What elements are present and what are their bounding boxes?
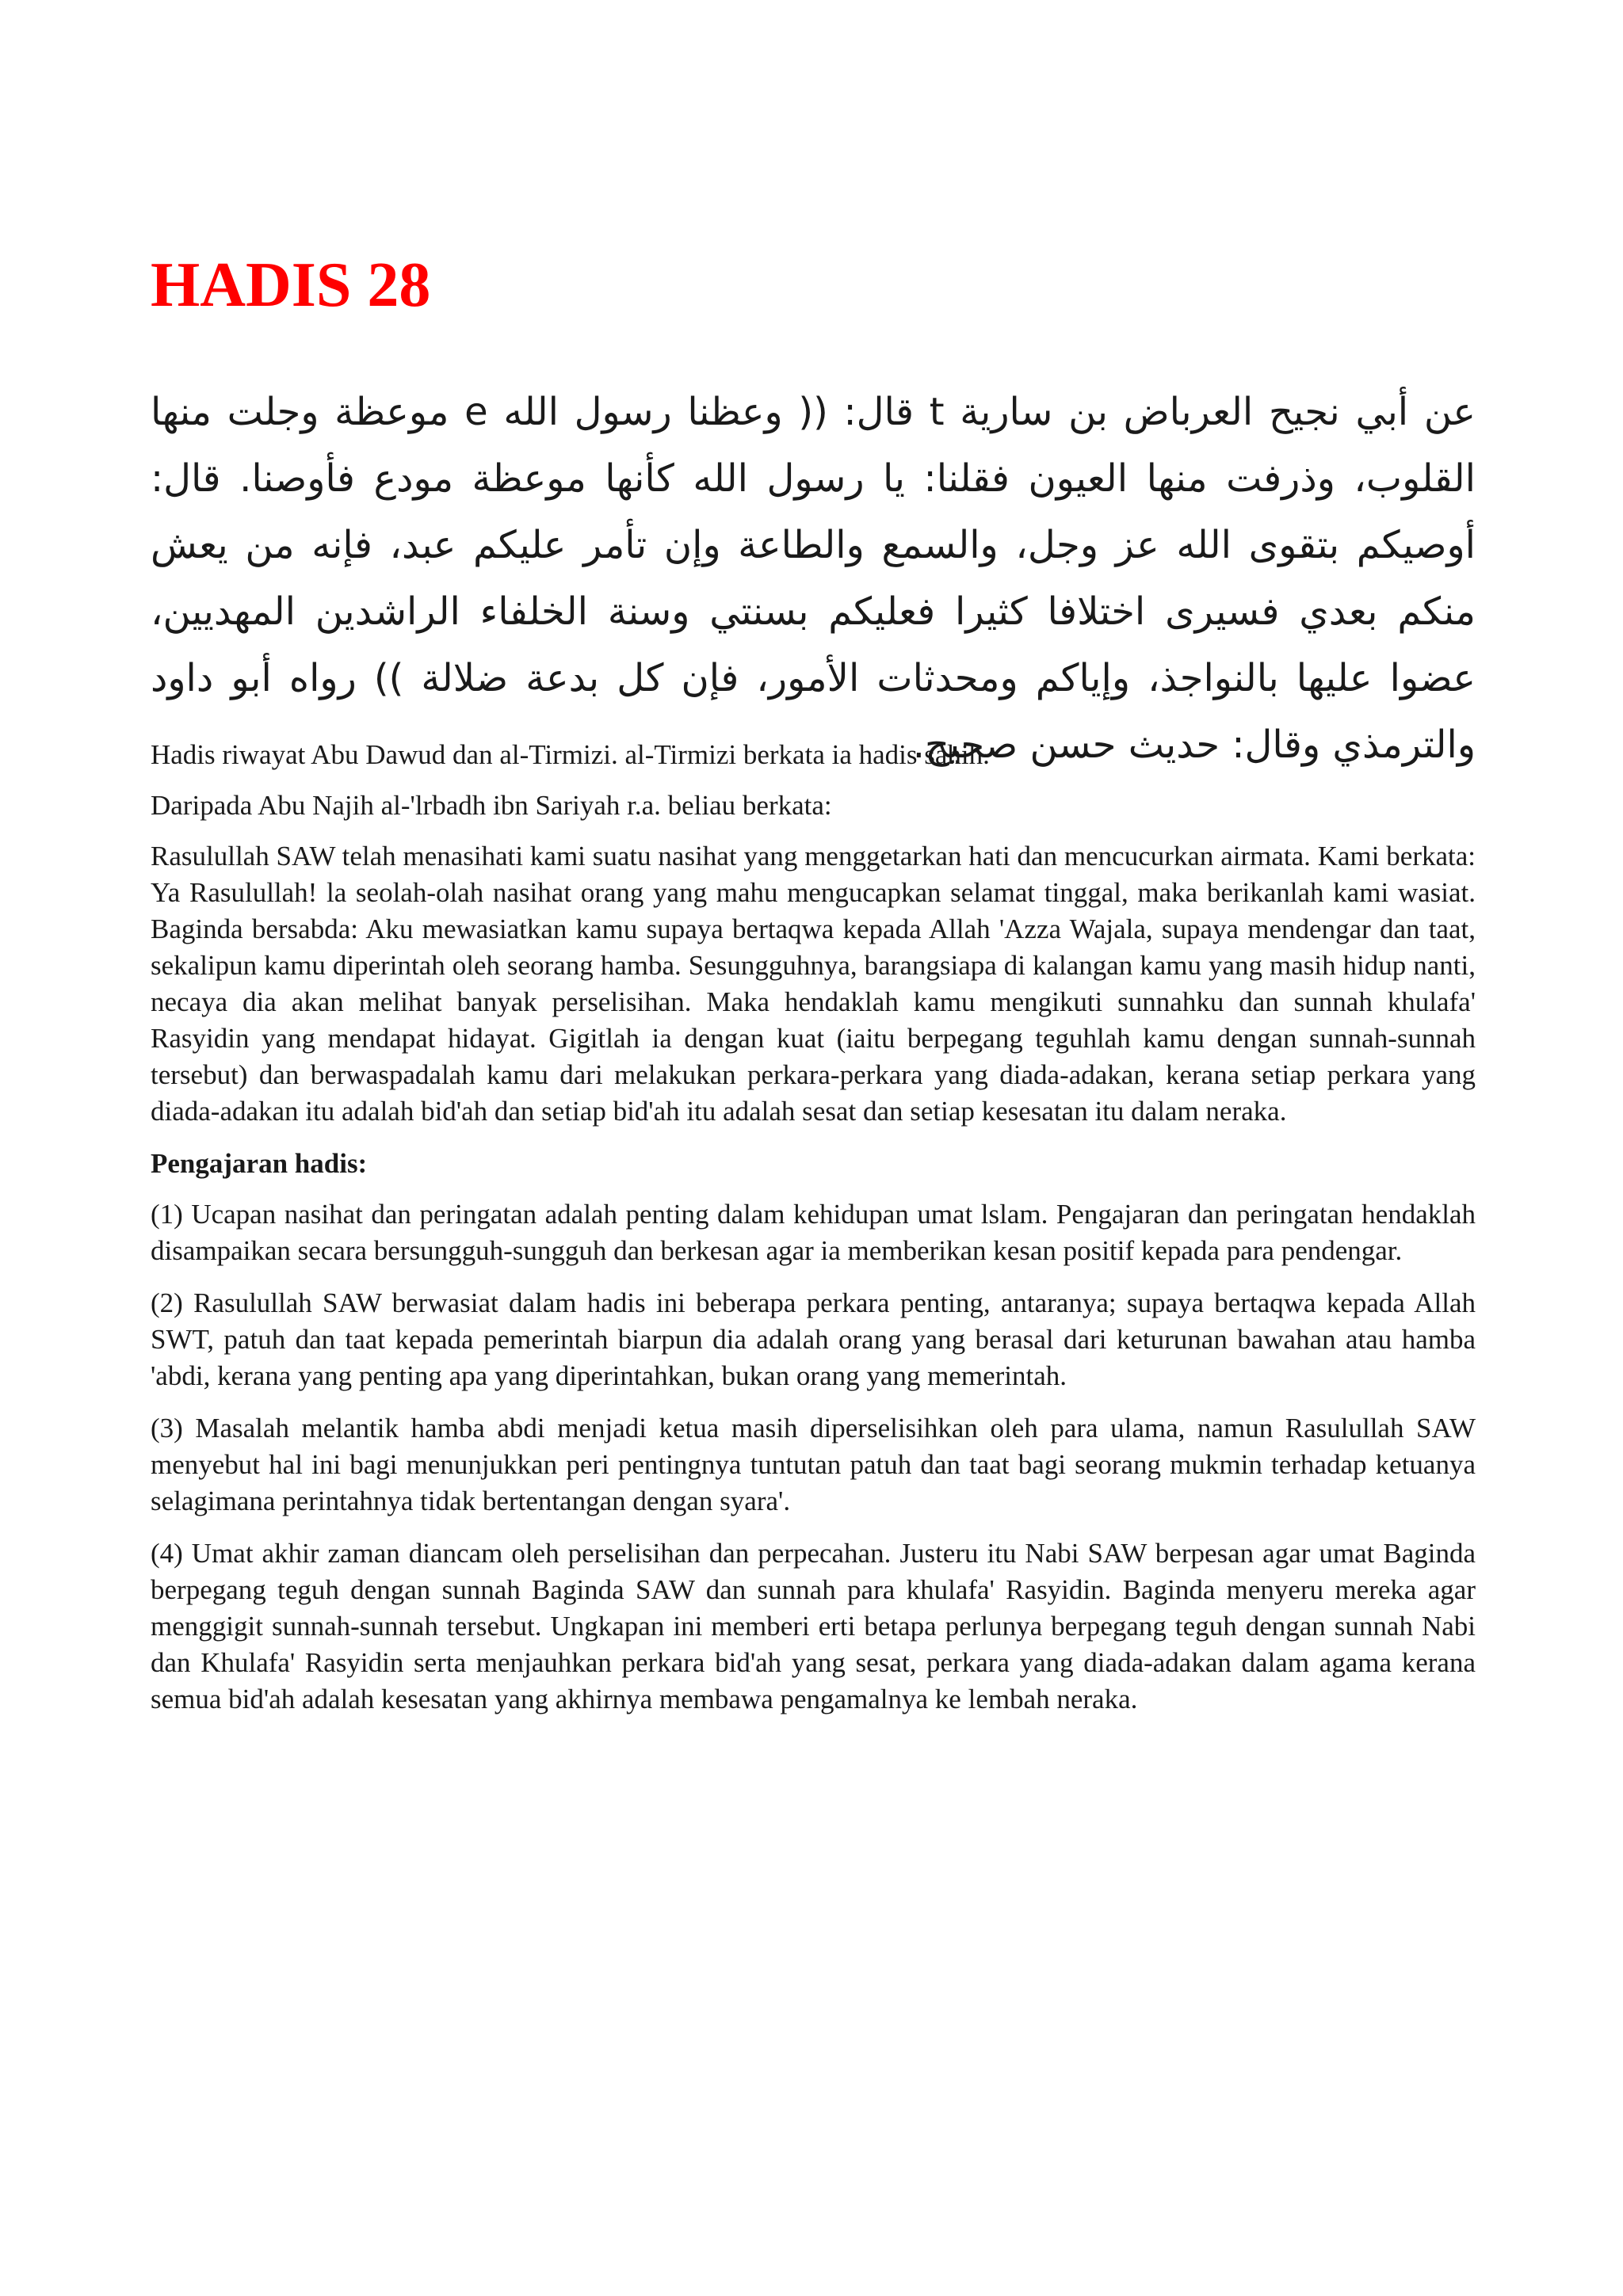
narrator-intro: Daripada Abu Najih al-'lrbadh ibn Sariyah r.a. beliau berkata: (151, 790, 832, 821)
narration-note: Hadis riwayat Abu Dawud dan al-Tirmizi. al-Tirmizi berkata ia hadis sahih. (151, 739, 990, 770)
page-title: HADIS 28 (151, 250, 431, 320)
lessons-heading: Pengajaran hadis: (151, 1148, 368, 1179)
lesson-item: (3) Masalah melantik hamba abdi menjadi ketua masih diperselisihkan oleh para ulama, namun Rasulullah SAW menyebut hal ini bagi menunjukkan peri pentingnya tuntutan patuh dan taat bagi seorang mukmin terhadap ketuanya selagimana perintahnya tidak bertentangan dengan syara'. (151, 1413, 1476, 1516)
hadith-translation: Rasulullah SAW telah menasihati kami suatu nasihat yang menggetarkan hati dan mencucurkan airmata. Kami berkata: Ya Rasulullah! la seolah-olah nasihat orang yang mahu mengucapkan selamat tinggal, maka berikanlah kami wasiat. Baginda bersabda: Aku mewasiatkan kamu supaya bertaqwa kepada Allah 'Azza Wajala, supaya mendengar dan taat, sekalipun kamu diperintah oleh seorang hamba. Sesungguhnya, barangsiapa di kalangan kamu yang masih hidup nanti, necaya dia akan melihat banyak perselisihan. Maka hendaklah kamu mengikuti sunnahku dan sunnah khulafa' Rasyidin yang mendapat hidayat. Gigitlah ia dengan kuat (iaitu berpegang teguhlah kamu dengan sunnah-sunnah tersebut) dan berwaspadalah kamu dari melakukan perkara-perkara yang diada-adakan, kerana setiap perkara yang diada-adakan itu adalah bid'ah dan setiap bid'ah itu adalah sesat dan setiap kesesatan itu dalam neraka. (151, 841, 1476, 1127)
lesson-item: (1) Ucapan nasihat dan peringatan adalah penting dalam kehidupan umat lslam. Pengajaran dan peringatan hendaklah disampaikan secara bersungguh-sungguh dan berkesan agar ia memberikan kesan positif kepada para pendengar. (151, 1199, 1476, 1266)
lesson-item: (4) Umat akhir zaman diancam oleh perselisihan dan perpecahan. Justeru itu Nabi SAW berpesan agar umat Baginda berpegang teguh dengan sunnah Baginda SAW dan sunnah para khulafa' Rasyidin. Baginda menyeru mereka agar menggigit sunnah-sunnah tersebut. Ungkapan ini memberi erti betapa perlunya berpegang teguh dengan sunnah Nabi dan Khulafa' Rasyidin serta menjauhkan perkara bid'ah yang sesat, perkara yang diada-adakan dalam agama kerana semua bid'ah adalah kesesatan yang akhirnya membawa pengamalnya ke lembah neraka. (151, 1538, 1476, 1714)
malay-content (151, 737, 1476, 1733)
arabic-hadith-text: عن أبي نجيح العرباض بن سارية t قال: (( وعظنا رسول الله e موعظة وجلت منها القلوب، وذرفت منها العيون فقلنا: يا رسول الله كأنها موعظة مودع فأوصنا. قال: أوصيكم بتقوى الله عز وجل، والسمع والطاعة وإن تأمر عليكم عبد، فإنه من يعش منكم بعدي فسيرى اختلافا كثيرا فعليكم بسنتي وسنة الخلفاء الراشدين المهديين، عضوا عليها بالنواجذ، وإياكم ومحدثات الأمور، فإن كل بدعة ضلالة )) رواه أبو داود والترمذي وقال: حديث حسن صحيح. (151, 390, 1476, 767)
lesson-item: (2) Rasulullah SAW berwasiat dalam hadis ini beberapa perkara penting, antaranya; supaya bertaqwa kepada Allah SWT, patuh dan taat kepada pemerintah biarpun dia adalah orang yang berasal dari keturunan bawahan atau hamba 'abdi, kerana yang penting apa yang diperintahkan, bukan orang yang memerintah. (151, 1287, 1476, 1391)
